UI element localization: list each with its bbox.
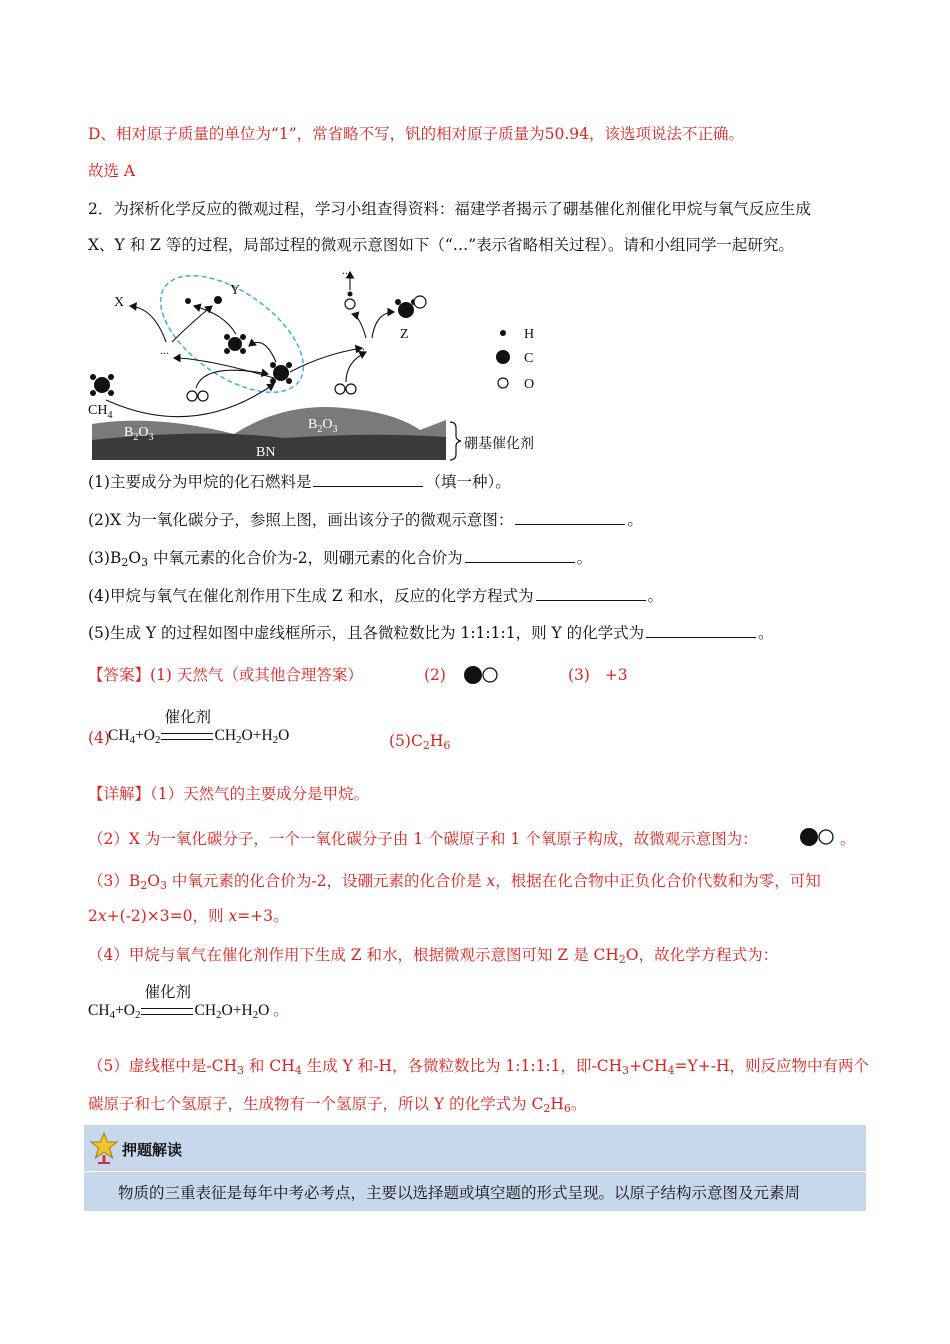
detail-4: （4）甲烷与氧气在催化剂作用下生成 Z 和水，根据微观示意图可知 Z 是 $CH_2O$，故化学方程式为： [88, 946, 779, 966]
callout-body: 物质的三重表征是每年中考必考点，主要以选择题或填空题的形式呈现。以原子结构示意图及元素周 [118, 1184, 801, 1202]
answer-blank-1[interactable] [313, 472, 423, 487]
arrow-dots-to-z [372, 312, 394, 338]
arrow-surface-to-mid [249, 342, 276, 362]
arrow-dots-to-y [172, 306, 212, 342]
answer-4-label: (4) [88, 729, 110, 747]
legend [496, 327, 534, 392]
choice-answer: 故选 A [88, 162, 136, 180]
bn-label: BN [256, 445, 276, 460]
question-stem-line1: 2．为探析化学反应的微观过程，学习小组查得资料：福建学者揭示了硼基催化剂催化甲烷与氧气反应生成 [88, 200, 811, 218]
top-h-atom [348, 292, 353, 297]
reaction-diagram [84, 262, 554, 467]
carbon-atom-icon [800, 828, 818, 846]
detail-3-line2: 2x+(-2)×3=0，则 x=+3。 [88, 907, 289, 925]
o2-molecule-left [187, 391, 208, 401]
exam-insight-callout [84, 1125, 866, 1211]
answer-blank-2[interactable] [515, 510, 625, 525]
dots-left: ... [160, 343, 169, 357]
ch4-molecule-middle [224, 334, 246, 354]
detail-5-line2: 碳原子和七个氢原子，生成物有一个氢原子，所以 Y 的化学式为 $C_2H_6$。 [88, 1095, 587, 1115]
label-z: Z [400, 327, 409, 342]
label-x: X [114, 295, 125, 310]
legend-h-label: H [524, 327, 535, 342]
catalyst-condition: 催化剂 [164, 709, 211, 726]
question-2: (2)X 为一氧化碳分子，参照上图，画出该分子的微观示意图： 。 [88, 511, 643, 529]
detail-tag: 【详解】 [88, 785, 151, 803]
answer-tag: 【答案】 [88, 666, 151, 684]
answer-4-equation: $CH_4+O_2$ 催化剂 $CH_2O+H_2O$ [108, 727, 289, 745]
detail-4-equation: $CH_4+O_2$ 催化剂 $CH_2O+H_2O$ 。 [88, 998, 289, 1020]
legend-c-label: C [524, 351, 534, 366]
co-molecule-detail [798, 826, 838, 848]
callout-divider [84, 1171, 866, 1172]
arrow-mid-to-y [194, 306, 236, 334]
dots-top: ... [342, 263, 351, 277]
ch4-molecule-left [90, 374, 114, 396]
answer-blank-5[interactable] [646, 623, 756, 638]
arrow-surface-to-dots-left [174, 358, 274, 378]
question-3: $(3)B_2O_3$ 中氧元素的化合价为-2，则硼元素的化合价为 。 [88, 549, 593, 569]
label-y: Y [230, 283, 241, 298]
arrow-dots-to-x [130, 306, 166, 342]
arrow-o2-to-dots-right [346, 352, 366, 382]
b2o3-left-label: $B_2O_3$ [124, 425, 154, 443]
legend-c-icon [496, 350, 510, 364]
answer-row [88, 664, 363, 686]
top-o-atom [345, 299, 355, 309]
option-d-analysis: D、相对原子质量的单位为“1”，常省略不写，钒的相对原子质量为50.94，该选项说法不正确。 [88, 125, 745, 143]
dots-right: ... [356, 339, 365, 353]
detail-2: （2）X 为一氧化碳分子，一个一氧化碳分子由 1 个碳原子和 1 个氧原子构成，故微观示意图为： [88, 830, 758, 848]
catalyst-condition-detail: 催化剂 [144, 984, 191, 1001]
legend-h-icon [500, 330, 506, 336]
h-atom-y2 [214, 296, 222, 304]
b2o3-right-label: $B_2O_3$ [308, 417, 338, 435]
ch4-label: $CH_4$ [88, 403, 113, 421]
detail-5-line1: （5）虚线框中是$-CH_3$ 和 $CH_4$ 生成 Y 和-H，各微粒数比为 1:1:1:1，即$-CH_3+CH_4=Y+-H$，则反应物中有两个 [88, 1057, 869, 1077]
adsorbed-molecule [270, 362, 292, 384]
arrow-dots-to-top [352, 314, 366, 338]
catalyst-brace [450, 422, 461, 460]
detail-1: 【详解】（1）天然气的主要成分是甲烷。 [88, 785, 370, 803]
z-molecule [395, 296, 426, 318]
answer-3: (3) +3 [568, 666, 628, 684]
question-stem-line2: X、Y 和 Z 等的过程，局部过程的微观示意图如下（“…”表示省略相关过程）。请和小组同学一起研究。 [88, 236, 794, 254]
answer-blank-3[interactable] [465, 548, 575, 563]
legend-o-icon [498, 378, 508, 388]
oxygen-atom-icon [819, 830, 833, 844]
question-4: (4)甲烷与氧气在催化剂作用下生成 Z 和水，反应的化学方程式为 。 [88, 587, 664, 605]
question-5: (5)生成 Y 的过程如图中虚线框所示，且各微粒数比为 1:1:1:1，则 Y 的化学式为 。 [88, 624, 774, 642]
callout-title: 押题解读 [122, 1141, 183, 1159]
legend-o-label: O [524, 377, 535, 392]
catalyst-label: 硼基催化剂 [464, 436, 534, 452]
star-trophy-icon [90, 1131, 118, 1165]
co-molecule-answer [462, 664, 502, 686]
detail-3-line1: $(3)B_2O_3$ 中氧元素的化合价为-2，设硼元素的化合价是 x，根据在化合物中正负化合价代数和为零，可知 [88, 872, 821, 892]
h-atom-y [185, 298, 191, 304]
answer-5: $(5)C_2H_6$ [389, 732, 451, 752]
carbon-atom-icon [464, 666, 482, 684]
answer-1: (1) 天然气（或其他合理答案） [150, 666, 363, 684]
detail-2-end: 。 [840, 830, 856, 848]
answer-2-label: (2) [424, 666, 446, 684]
answer-blank-4[interactable] [536, 586, 646, 601]
oxygen-atom-icon [483, 668, 497, 682]
o2-molecule-right [335, 384, 356, 394]
question-1: (1)主要成分为甲烷的化石燃料是 （填一种）。 [88, 473, 511, 491]
